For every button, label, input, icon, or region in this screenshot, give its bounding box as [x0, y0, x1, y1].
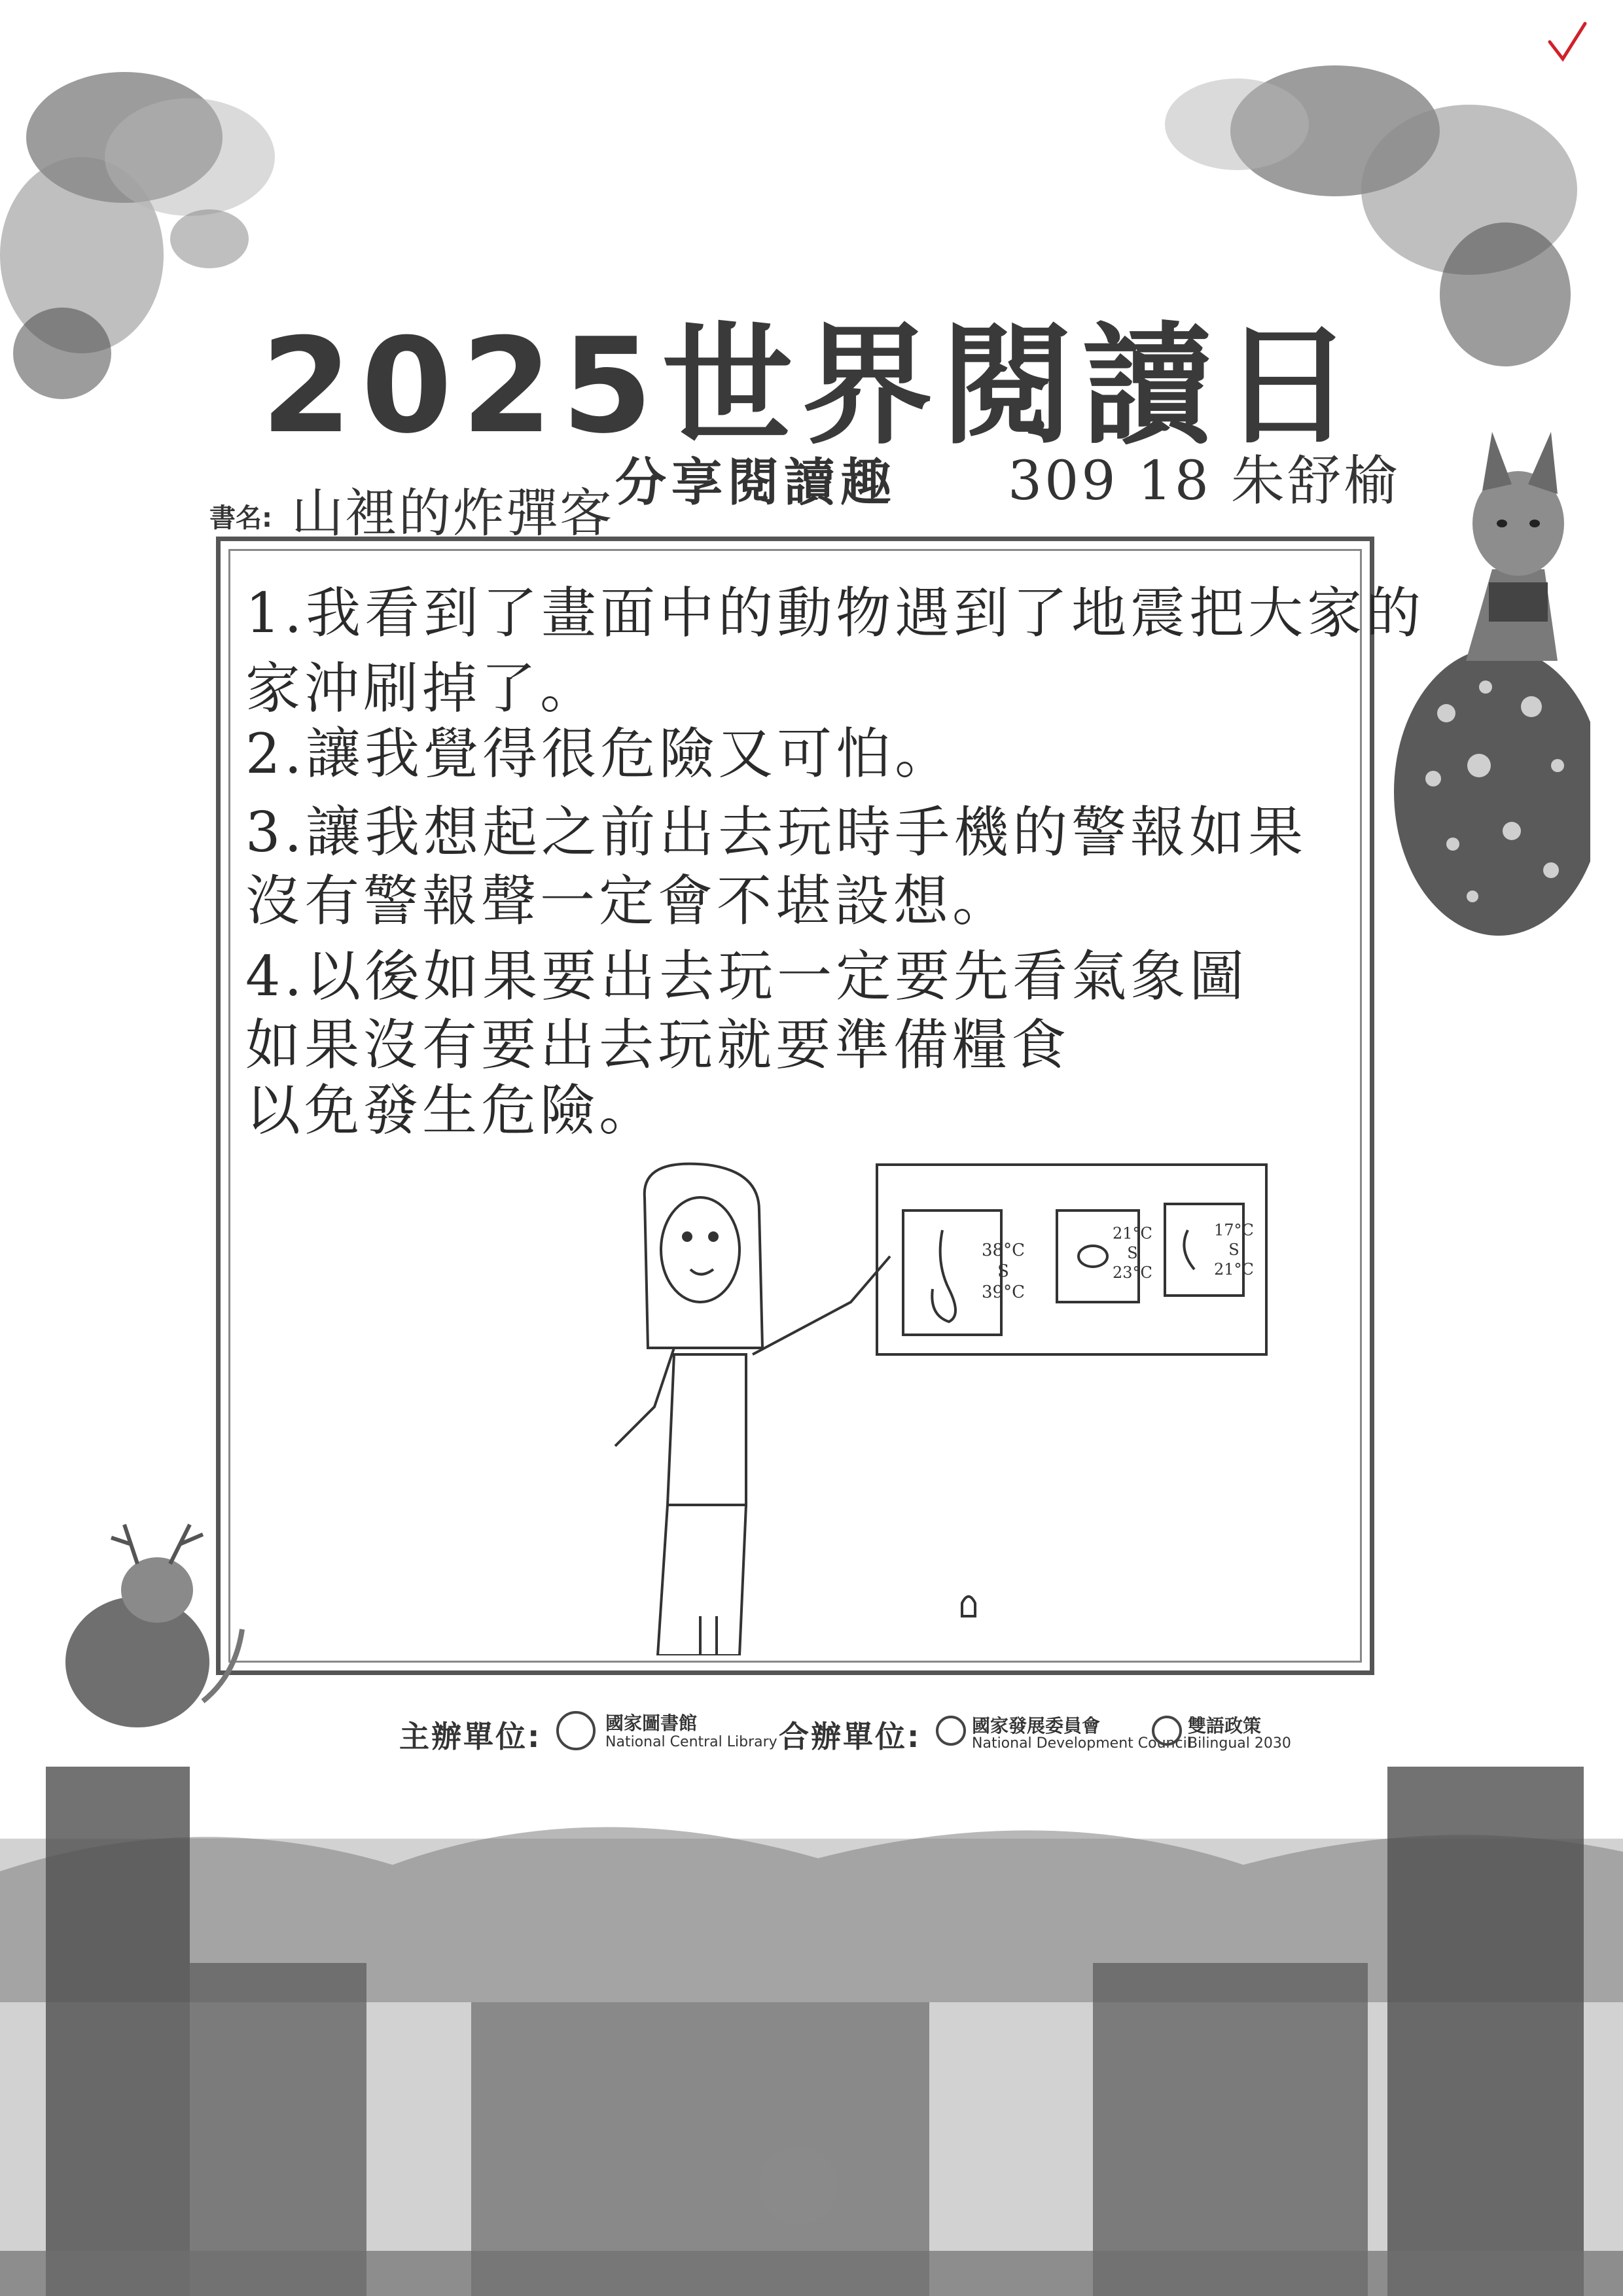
- ncl-seal-icon: [556, 1711, 596, 1750]
- organizer-label: 主辦單位:: [399, 1719, 542, 1754]
- policy-name: 雙語政策: [1188, 1715, 1262, 1737]
- policy-name-en: Bilingual 2030: [1188, 1735, 1291, 1752]
- bottom-bookshelf-scene: [0, 1767, 1623, 2296]
- panel1-top-temp: 38°C: [982, 1241, 1025, 1260]
- page-subtitle: 分享閱讀趣: [615, 453, 897, 512]
- co-organizer-name-en: National Development Council: [972, 1735, 1191, 1752]
- book-title-handwritten: 山裡的炸彈客: [291, 483, 613, 544]
- student-id-handwritten: 309 18 朱舒榆: [1008, 450, 1400, 512]
- weather-board: [877, 1165, 1266, 1354]
- page-title: 2025世界閱讀日: [260, 310, 1363, 463]
- panel1-mid: S: [997, 1262, 1009, 1281]
- panel2-bottom-temp: 23°C: [1113, 1263, 1152, 1282]
- bilingual-logo-icon: [1152, 1716, 1182, 1746]
- organizer-name-en: National Central Library: [605, 1734, 777, 1750]
- book-title-label: 書名:: [209, 503, 272, 533]
- weather-panel-1-labels: [982, 1240, 1025, 1303]
- student-drawing: [576, 1158, 1283, 1655]
- panel3-bottom-temp: 21°C: [1214, 1260, 1254, 1279]
- panel3-top-temp: 17°C: [1214, 1221, 1254, 1239]
- reflection-line-4: 3.讓我想起之前出去玩時手機的警報如果: [245, 800, 1308, 864]
- reflection-line-1: 1.我看到了畫面中的動物遇到了地震把大家的: [245, 581, 1425, 645]
- reflection-line-7: 如果沒有要出去玩就要準備糧食: [245, 1013, 1071, 1077]
- weather-panel-2-labels: [1113, 1224, 1152, 1282]
- reflection-line-3: 2.讓我覺得很危險又可怕。: [245, 722, 954, 786]
- sponsor-bar: [399, 1701, 1291, 1760]
- check-mark-icon: [1544, 20, 1590, 65]
- reflection-line-6: 4.以後如果要出去玩一定要先看氣象圖: [245, 944, 1249, 1008]
- panel1-bottom-temp: 39°C: [982, 1282, 1025, 1302]
- reflection-line-8: 以免發生危險。: [245, 1078, 658, 1142]
- deer-illustration: [39, 1518, 249, 1740]
- reflection-line-2: 家沖刷掉了。: [245, 656, 599, 720]
- panel2-top-temp: 21°C: [1113, 1224, 1152, 1243]
- fox-on-mushroom-illustration: [1361, 373, 1590, 936]
- co-organizer-label: 合辦單位:: [779, 1719, 921, 1754]
- weather-panel-3-labels: [1214, 1220, 1254, 1279]
- ndc-logo-icon: [936, 1716, 966, 1746]
- co-organizer-name: 國家發展委員會: [972, 1715, 1101, 1737]
- reflection-line-5: 沒有警報聲一定會不堪設想。: [245, 869, 1012, 933]
- panel2-mid: S: [1127, 1244, 1138, 1262]
- organizer-name: 國家圖書館: [605, 1712, 698, 1734]
- panel3-mid: S: [1228, 1241, 1240, 1259]
